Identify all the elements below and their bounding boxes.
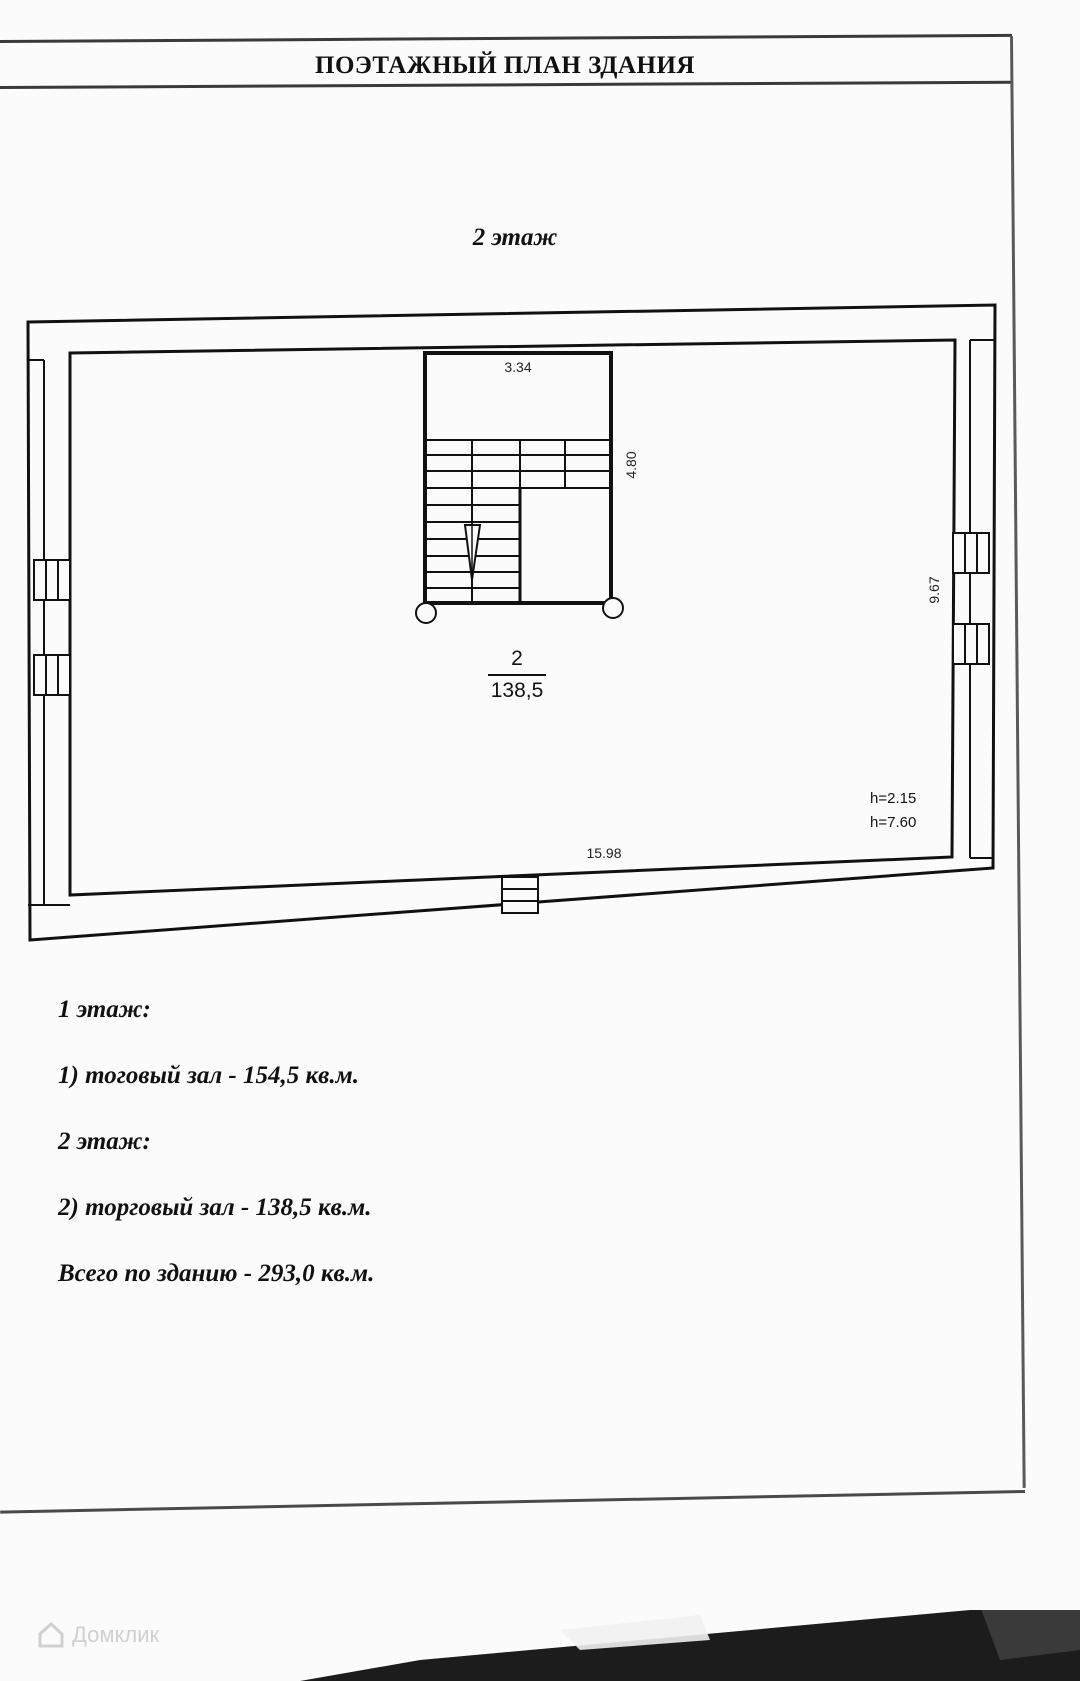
window-left-1 xyxy=(34,560,70,600)
dim-hall-depth: 9.67 xyxy=(926,576,942,604)
frame-bottom-line xyxy=(0,1490,1025,1514)
floor2-item: 2) торговый зал - 138,5 кв.м. xyxy=(58,1194,372,1221)
dim-stair-width: 3.34 xyxy=(504,359,532,375)
area-notes xyxy=(58,995,958,1325)
dim-hall-length: 15.98 xyxy=(586,845,622,861)
column-right xyxy=(603,598,623,618)
room-area: 138,5 xyxy=(490,679,544,702)
watermark xyxy=(36,1620,159,1650)
document-title: ПОЭТАЖНЫЙ ПЛАН ЗДАНИЯ xyxy=(315,52,695,79)
height-1: h=2.15 xyxy=(870,790,917,807)
frame-top-line xyxy=(0,34,1012,43)
outer-wall xyxy=(28,305,995,940)
floor2-heading: 2 этаж: xyxy=(58,1128,151,1155)
inner-wall xyxy=(70,340,955,895)
window-right-2 xyxy=(953,624,989,664)
column-left xyxy=(416,603,436,623)
watermark-text: Домклик xyxy=(72,1622,160,1647)
total-area: Всего по зданию - 293,0 кв.м. xyxy=(58,1260,375,1287)
floor1-item: 1) тоговый зал - 154,5 кв.м. xyxy=(58,1062,359,1089)
frame-title-underline xyxy=(0,81,1012,89)
door-bottom xyxy=(502,877,538,913)
house-logo-icon xyxy=(36,1620,66,1650)
photo-bottom-edge xyxy=(0,1610,1080,1681)
stair-well xyxy=(416,353,623,623)
floor1-heading: 1 этаж: xyxy=(58,996,151,1023)
window-left-2 xyxy=(34,655,70,695)
window-right-1 xyxy=(953,533,989,573)
room-number: 2 xyxy=(511,647,523,670)
floor-caption: 2 этаж xyxy=(472,224,558,251)
height-2: h=7.60 xyxy=(870,814,917,831)
floor-plan xyxy=(0,290,1080,970)
dim-stair-length: 4.80 xyxy=(623,451,639,479)
